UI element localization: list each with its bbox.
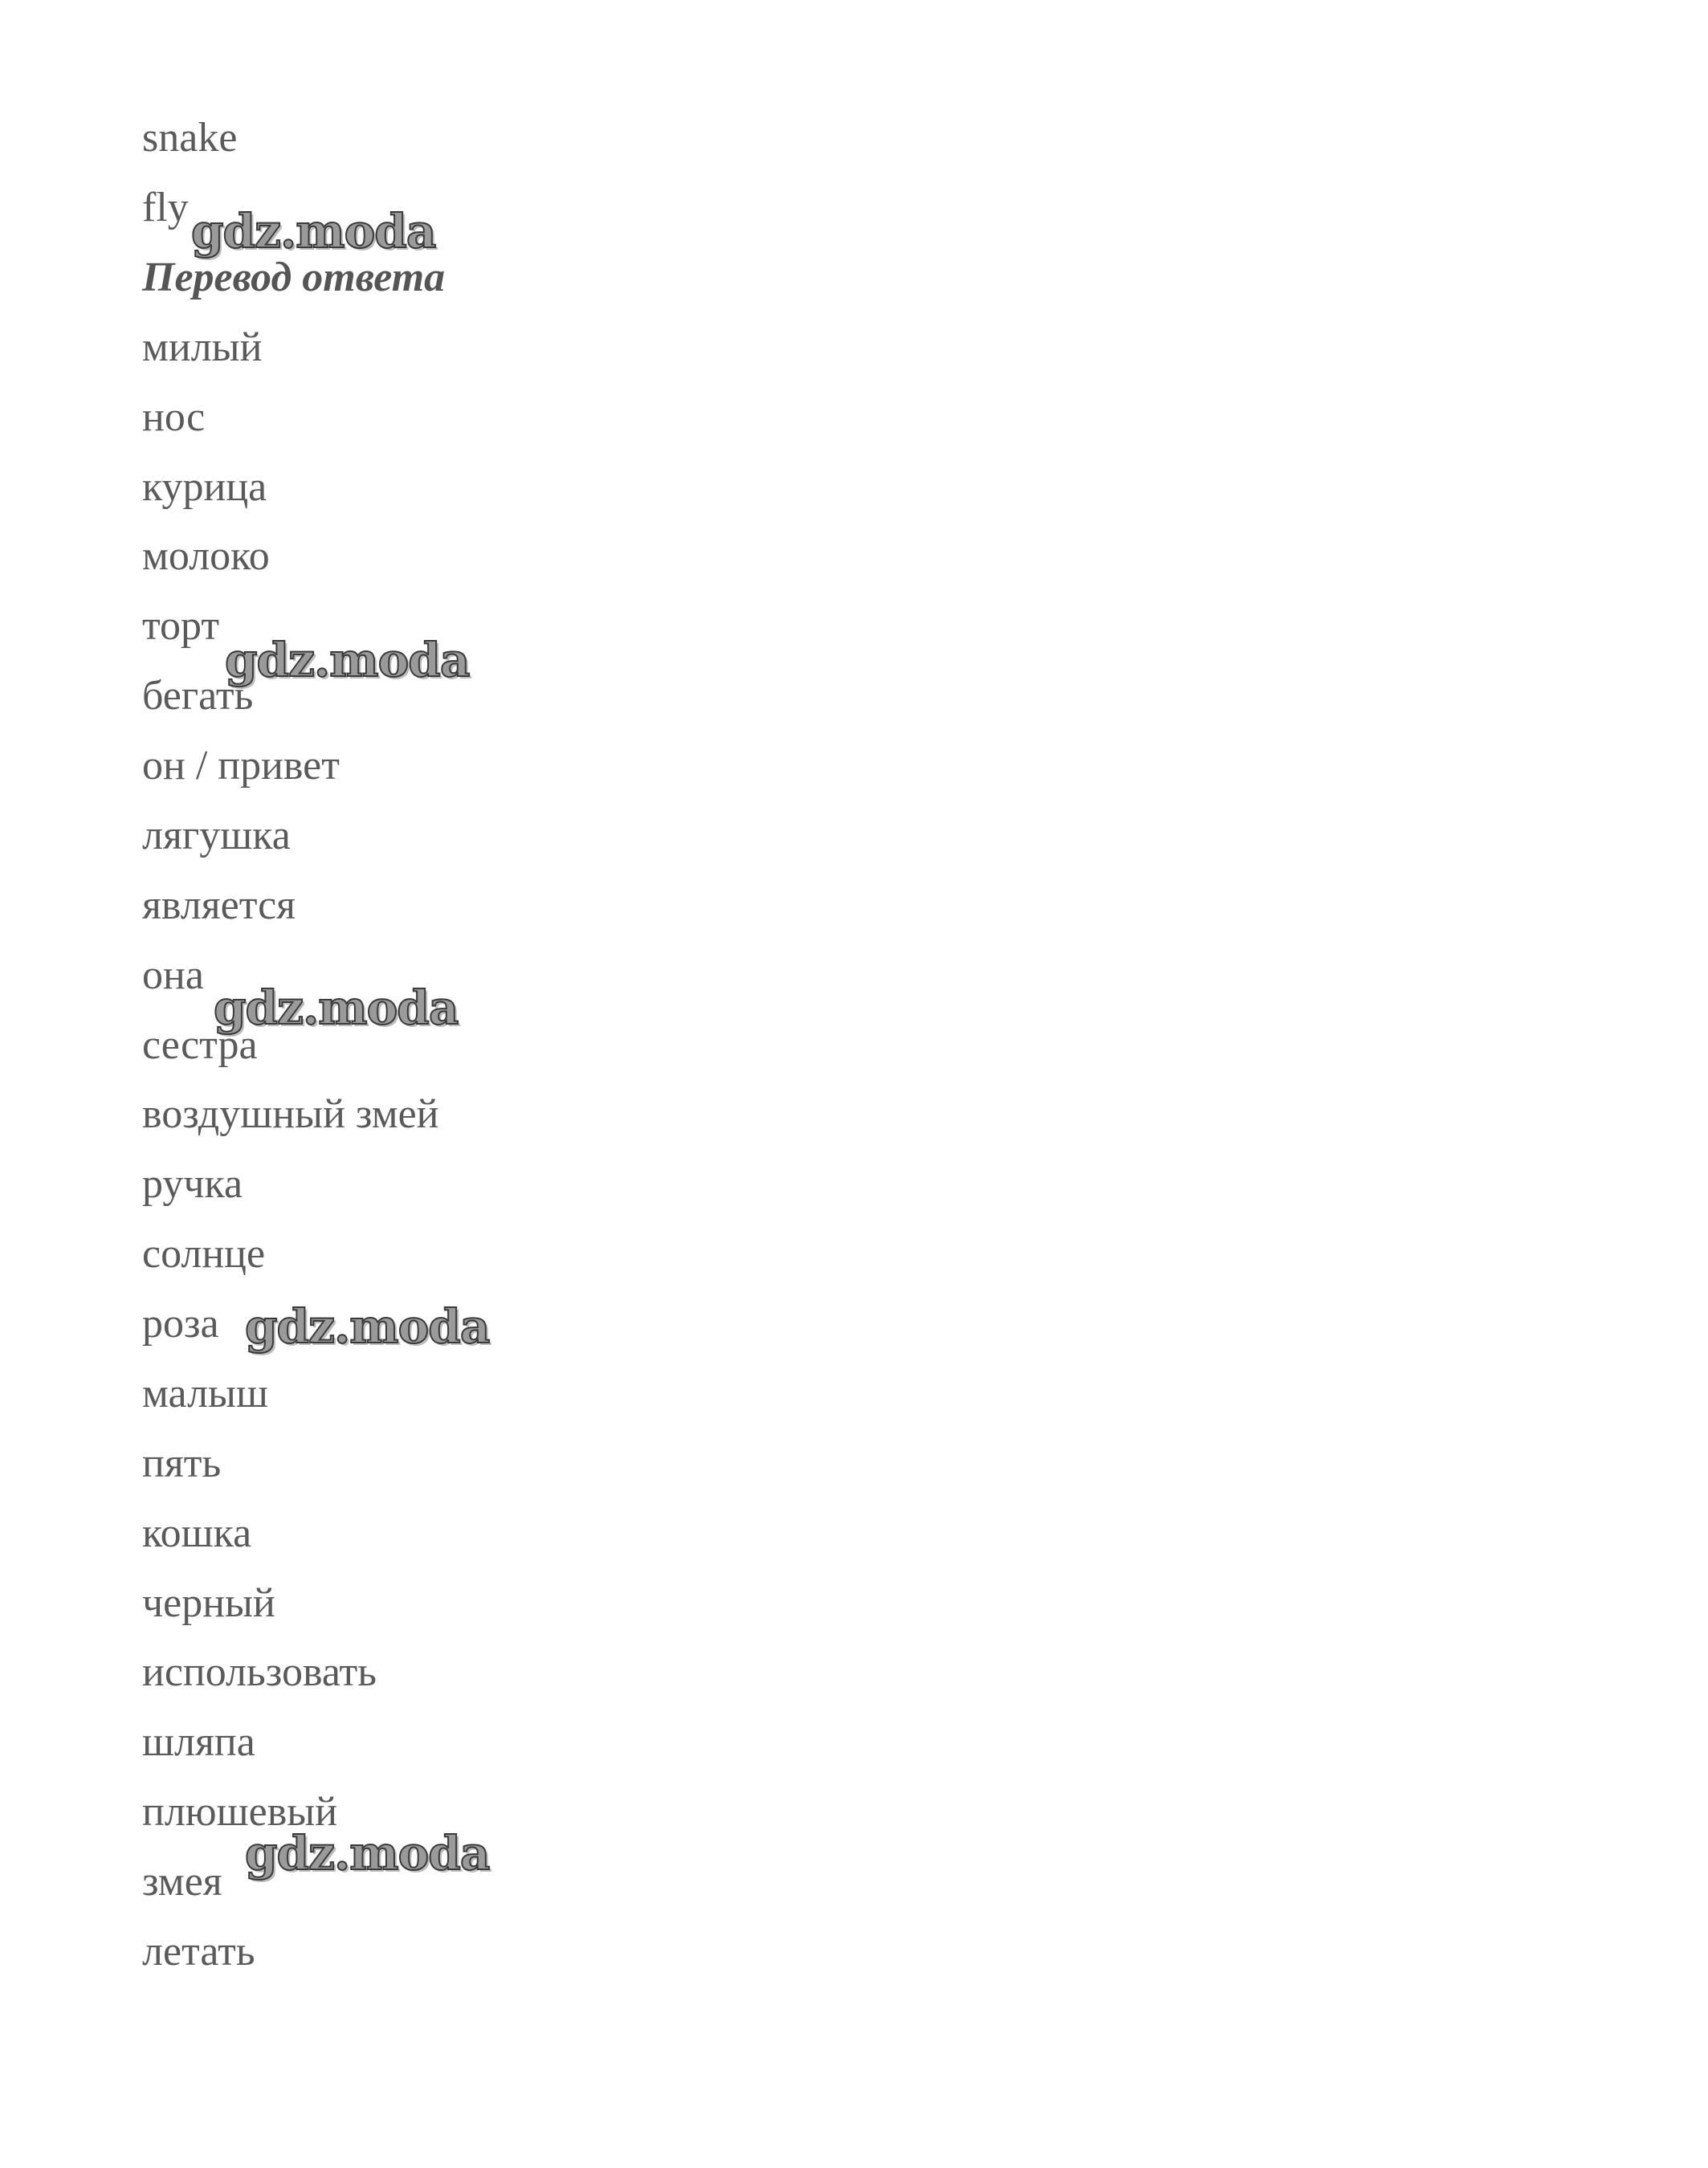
translation-item: шляпа [142, 1719, 255, 1765]
translation-item: летать [142, 1929, 255, 1974]
watermark-logo: gdz.moda [214, 980, 459, 1035]
translation-item: торт [142, 603, 220, 649]
translation-item: бегать [142, 673, 254, 719]
watermark-logo: gdz.moda [245, 1299, 490, 1354]
translation-item: нос [142, 394, 206, 440]
translation-item: малыш [142, 1371, 269, 1416]
translation-item: молоко [142, 533, 270, 579]
translation-item: использовать [142, 1649, 377, 1695]
english-word-text: fly [142, 185, 189, 230]
translation-item: кошка [142, 1510, 252, 1556]
translation-item: солнце [142, 1231, 266, 1277]
english-word-fly [142, 184, 189, 232]
translation-item: она [142, 952, 204, 998]
translation-item: плюшевый [142, 1789, 338, 1835]
translation-heading: Перевод ответа [142, 255, 446, 300]
translation-item: курица [142, 464, 267, 510]
translation-item: ручка [142, 1161, 243, 1207]
translation-item: лягушка [142, 813, 291, 858]
translation-item: является [142, 882, 296, 928]
watermark-logo: gdz.moda [191, 204, 436, 259]
translation-item: роза [142, 1301, 219, 1347]
translation-item: змея [142, 1859, 222, 1905]
translation-item: милый [142, 324, 263, 370]
watermark-logo: gdz.moda [245, 1826, 490, 1881]
translation-item: он / привет [142, 743, 340, 789]
translation-item: воздушный змей [142, 1091, 439, 1137]
translation-item: пять [142, 1441, 222, 1486]
watermark-logo: gdz.moda [225, 633, 470, 687]
english-word-text: snake [142, 115, 238, 161]
translation-item: сестра [142, 1022, 258, 1068]
translation-item: черный [142, 1580, 275, 1626]
english-word-snake [142, 114, 237, 162]
